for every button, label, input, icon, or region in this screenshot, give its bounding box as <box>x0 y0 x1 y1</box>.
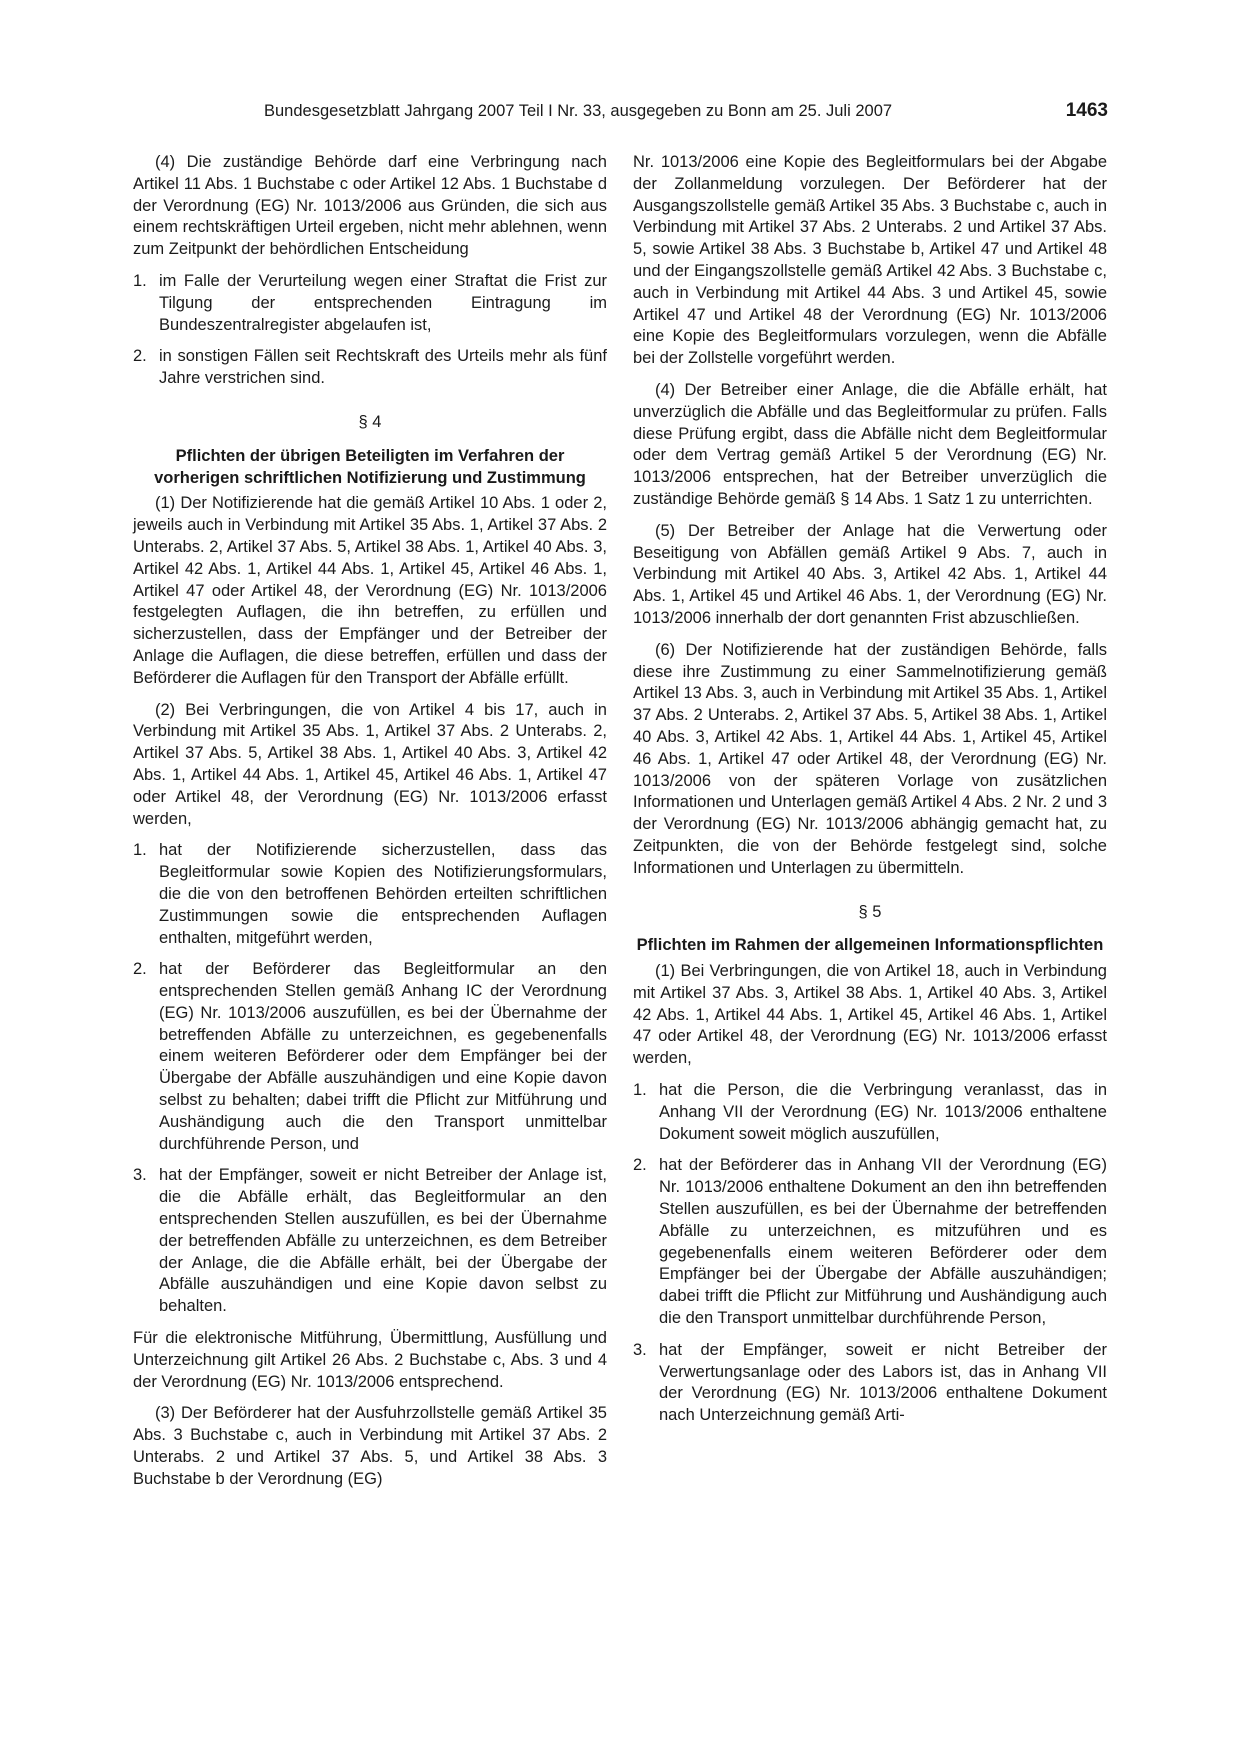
list-text: hat der Notifizierende sicherzustellen, dass das Begleitformular sowie Kopien des Notifizierungsformulars, die die von den betroffenen Behörden erteilten schriftlichen Zustimmungen sowie die entsprechenden Auflagen enthalten, mitgeführt werden, <box>159 841 607 947</box>
list-number: 1. <box>133 271 147 290</box>
right-column <box>633 152 1107 1437</box>
section-4-paragraph-6: (6) Der Notifizierende hat der zuständigen Behörde, falls diese ihre Zustimmung zu einer Sammelnotifizierung gemäß Artikel 13 Abs. 3, auch in Verbindung mit Artikel 35 Abs. 1, Artikel 37 Abs. 2 Unterabs. 2, Artikel 37 Abs. 5, Artikel 38 Abs. 1, Artikel 40 Abs. 3, Artikel 42 Abs. 1, Artikel 44 Abs. 1, Artikel 45, Artikel 46 Abs. 1, Artikel 47 oder Artikel 48, der Verordnung (EG) Nr. 1013/2006 von der späteren Vorlage von zusätzlichen Informationen und Unterlagen gemäß Artikel 4 Abs. 2 Nr. 2 und 3 der Verordnung (EG) Nr. 1013/2006 abhängig gemacht hat, zu Zeitpunkten, die von der Behörde festgelegt sind, solche Informationen und Unterlagen zu übermitteln. <box>633 640 1107 877</box>
section-5-paragraph-1: (1) Bei Verbringungen, die von Artikel 18, auch in Verbindung mit Artikel 37 Abs. 3, Artikel 38 Abs. 1, Artikel 40 Abs. 3, Artikel 42 Abs. 1, Artikel 44 Abs. 1, Artikel 45, Artikel 46 Abs. 1, Artikel 47 oder Artikel 48, der Verordnung (EG) Nr. 1013/2006 erfasst werden, <box>633 962 1107 1068</box>
list-text: hat der Empfänger, soweit er nicht Betreiber der Verwertungsanlage oder des Labors ist, das in Anhang VII der Verordnung (EG) Nr. 1013/2006 enthaltene Dokument nach Unterzeichnung gemäß Arti- <box>659 1340 1107 1425</box>
section-4-paragraph-3: (3) Der Beförderer hat der Ausfuhrzollstelle gemäß Artikel 35 Abs. 3 Buchstabe c, auch in Verbindung mit Artikel 37 Abs. 2 Unterabs. 2 und Artikel 37 Abs. 5, und Artikel 38 Abs. 3 Buchstabe b der Verordnung (EG) <box>133 1404 607 1488</box>
section-4-paragraph-2: (2) Bei Verbringungen, die von Artikel 4 bis 17, auch in Verbindung mit Artikel 35 Abs. 1, Artikel 37 Abs. 2 Unterabs. 2, Artikel 37 Abs. 5, Artikel 38 Abs. 1, Artikel 40 Abs. 3, Artikel 42 Abs. 1, Artikel 44 Abs. 1, Artikel 45, Artikel 46 Abs. 1, Artikel 47 oder Artikel 48, der Verordnung (EG) Nr. 1013/2006 erfasst werden, <box>133 700 607 828</box>
section-5-sign: § 5 <box>858 902 882 921</box>
list-number: 1. <box>133 841 147 860</box>
list-number: 3. <box>633 1340 647 1359</box>
list-text: in sonstigen Fällen seit Rechtskraft des Urteils mehr als fünf Jahre verstrichen sind. <box>159 347 607 388</box>
list-number: 3. <box>133 1166 147 1185</box>
list-item <box>133 959 607 1155</box>
list-text: hat der Beförderer das in Anhang VII der Verordnung (EG) Nr. 1013/2006 enthaltene Dokument an den ihn betreffenden Stellen auszufüllen, es bei der Übernahme der betreffenden Abfälle zu unterzeichnen, es mitzuführen und es gegebenenfalls einem weiteren Beförderer oder dem Empfänger bei der Übergabe der Abfälle auszuhändigen; dabei trifft die Pflicht zur Mitführung und Aushändigung auch die den Transport unmittelbar durchführende Person, <box>659 1156 1107 1328</box>
list-number: 2. <box>133 347 147 366</box>
section-4-paragraph-4: (4) Der Betreiber einer Anlage, die die Abfälle erhält, hat unverzüglich die Abfälle und das Begleitformular zu prüfen. Falls diese Prüfung ergibt, dass die Abfälle nicht dem Begleitformular oder dem Vertrag gemäß Artikel 5 der Verordnung (EG) Nr. 1013/2006 entsprechen, hat der Betreiber unverzüglich die zuständige Behörde gemäß § 14 Abs. 1 Satz 1 zu unterrichten. <box>633 380 1107 508</box>
page-number: 1463 <box>1065 100 1108 121</box>
section-5-title: Pflichten im Rahmen der allgemeinen Informationspflichten <box>636 936 1104 955</box>
left-column <box>133 152 607 1501</box>
section-4-paragraph-1: (1) Der Notifizierende hat die gemäß Artikel 10 Abs. 1 oder 2, jeweils auch in Verbindung mit Artikel 35 Abs. 1, Artikel 37 Abs. 2 Unterabs. 2, Artikel 37 Abs. 5, Artikel 38 Abs. 1, Artikel 40 Abs. 3, Artikel 42 Abs. 1, Artikel 44 Abs. 1, Artikel 45, Artikel 46 Abs. 1, Artikel 47 oder Artikel 48, der Verordnung (EG) Nr. 1013/2006 festgelegten Auflagen, die ihn betreffen, zu erfüllen und sicherzustellen, dass der Empfänger und der Betreiber der Anlage die Auflagen, die diese betreffen, erfüllen und dass der Beförderer die Auflagen für den Transport der Abfälle erfüllt. <box>133 494 607 687</box>
list-item <box>133 840 607 949</box>
list-text: hat die Person, die die Verbringung veranlasst, das in Anhang VII der Verordnung (EG) Nr. 1013/2006 enthaltene Dokument soweit möglich auszufüllen, <box>659 1081 1107 1143</box>
page-header <box>132 100 1108 128</box>
section-4-paragraph-3-continued: Nr. 1013/2006 eine Kopie des Begleitformulars bei der Abgabe der Zollanmeldung vorzulegen. Der Beförderer hat der Ausgangszollstelle gemäß Artikel 35 Abs. 3 Buchstabe c, auch in Verbindung mit Artikel 37 Abs. 2 Unterabs. 2 und Artikel 37 Abs. 5, sowie Artikel 38 Abs. 3 Buchstabe b, Artikel 47 und Artikel 48 und der Eingangszollstelle gemäß Artikel 42 Abs. 3 Buchstabe c, auch in Verbindung mit Artikel 44 Abs. 3 und Artikel 45, sowie Artikel 47 und Artikel 48 der Verordnung (EG) Nr. 1013/2006 eine Kopie des Begleitformulars vorzulegen, wenn die Abfälle bei der Zollstelle vorgeführt werden. <box>633 153 1107 368</box>
section-4-title: Pflichten der übrigen Beteiligten im Verfahren der vorherigen schriftlichen Notifizierung und Zustimmung <box>154 446 586 487</box>
list-number: 2. <box>133 960 147 979</box>
paragraph-4: (4) Die zuständige Behörde darf eine Verbringung nach Artikel 11 Abs. 1 Buchstabe c oder Artikel 12 Abs. 1 Buchstabe d der Verordnung (EG) Nr. 1013/2006 aus Gründen, die sich aus einem rechtskräftigen Urteil ergeben, nicht mehr ablehnen, wenn zum Zeitpunkt der behördlichen Entscheidung <box>133 153 607 259</box>
list-number: 2. <box>633 1156 647 1175</box>
list-number: 1. <box>633 1081 647 1100</box>
list-text: hat der Beförderer das Begleitformular an den entsprechenden Stellen gemäß Anhang IC der Verordnung (EG) Nr. 1013/2006 auszufüllen, es bei der Übernahme der betreffenden Abfälle zu unterzeichnen, es gegebenenfalls einem weiteren Beförderer oder dem Empfänger bei der Übergabe der Abfälle auszuhändigen und eine Kopie davon selbst zu behalten; dabei trifft die Pflicht zur Mitführung und Aushändigung auch die den Transport unmittelbar durchführende Person, und <box>159 960 607 1153</box>
list-item <box>633 1080 1107 1145</box>
header-title: Bundesgesetzblatt Jahrgang 2007 Teil I Nr. 33, ausgegeben zu Bonn am 25. Juli 2007 <box>264 102 893 120</box>
list-item <box>133 1165 607 1318</box>
section-4-paragraph-2-tail: Für die elektronische Mitführung, Übermittlung, Ausfüllung und Unterzeichnung gilt Artikel 26 Abs. 2 Buchstabe c, Abs. 3 und 4 der Verordnung (EG) Nr. 1013/2006 entsprechend. <box>133 1329 607 1391</box>
list-item <box>633 1155 1107 1329</box>
section-4-paragraph-5: (5) Der Betreiber der Anlage hat die Verwertung oder Beseitigung von Abfällen gemäß Artikel 9 Abs. 7, auch in Verbindung mit Artikel 40 Abs. 3, Artikel 42 Abs. 1, Artikel 44 Abs. 1, Artikel 45 und Artikel 46 Abs. 1, der Verordnung (EG) Nr. 1013/2006 innerhalb der dort genannten Frist abzuschließen. <box>633 521 1107 627</box>
section-4-sign: § 4 <box>358 412 382 431</box>
list-text: im Falle der Verurteilung wegen einer Straftat die Frist zur Tilgung der entsprechenden Eintragung im Bundeszentralregister abgelaufen ist, <box>159 271 607 334</box>
list-item <box>133 271 607 336</box>
list-item <box>133 346 607 390</box>
list-text: hat der Empfänger, soweit er nicht Betreiber der Anlage ist, die die Abfälle erhält, das Begleitformular an den entsprechenden Stellen auszufüllen, es bei der Übernahme der betreffenden Abfälle zu unterzeichnen, es dem Betreiber der Anlage, die die Abfälle erhält, bei der Übergabe der Abfälle auszuhändigen und eine Kopie davon selbst zu behalten. <box>159 1166 607 1316</box>
list-item <box>633 1340 1107 1427</box>
